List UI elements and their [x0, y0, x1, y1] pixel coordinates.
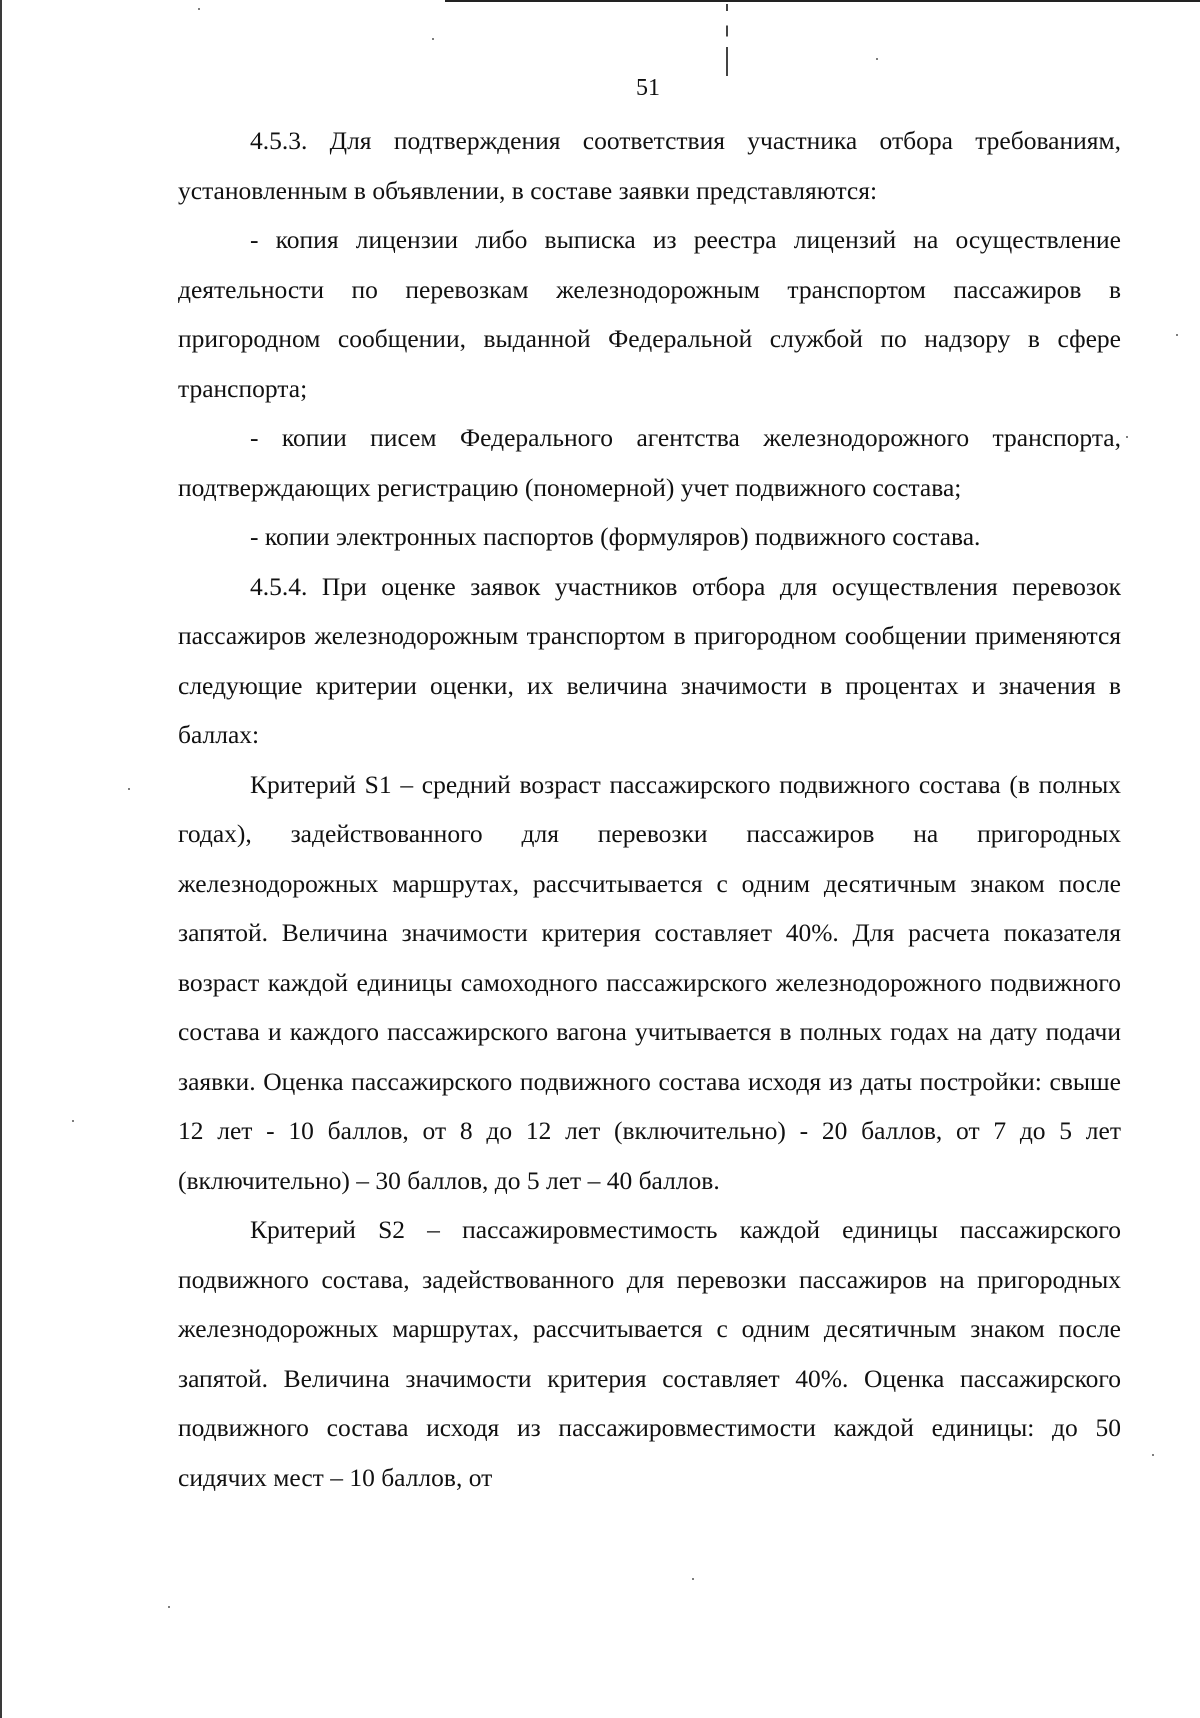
scan-speck [876, 58, 878, 60]
list-item-letters: - копии писем Федерального агентства железнодорожного транспорта, подтверждающих регистрацию (пономерной) учет подвижного состава; [178, 423, 1121, 502]
scan-speck [1176, 334, 1178, 336]
list-item-license: - копия лицензии либо выписка из реестра лицензий на осуществление деятельности по перевозкам железнодорожным транспортом пассажиров в пригородном сообщении, выданной Федеральной службой по надзору в сфере транспорта; [178, 225, 1121, 403]
scan-left-edge [0, 0, 2, 1718]
scan-speck [128, 788, 130, 790]
criterion-s1: Критерий S1 – средний возраст пассажирского подвижного состава (в полных годах), задействованного для перевозки пассажиров на пригородных железнодорожных маршрутах, рассчитывается с одним десятичным знаком после запятой. Величина значимости критерия составляет 40%. Для расчета показателя возраст каждой единицы самоходного пассажирского железнодорожного подвижного состава и каждого пассажирского вагона учитывается в полных годах на дату подачи заявки. Оценка пассажирского подвижного состава исходя из даты постройки: свыше 12 лет - 10 баллов, от 8 до 12 лет (включительно) - 20 баллов, от 7 до 5 лет (включительно) – 30 баллов, до 5 лет – 40 баллов. [178, 769, 1121, 1195]
criterion-s2: Критерий S2 – пассажировместимость каждой единицы пассажирского подвижного состава, задействованного для перевозки пассажиров на пригородных железнодорожных маршрутах, рассчитывается с одним десятичным знаком после запятой. Величина значимости критерия составляет 40%. Оценка пассажирского подвижного состава исходя из пассажировместимости каждой единицы: до 50 сидячих мест – 10 баллов, от [178, 1215, 1121, 1492]
paragraph-4-5-4: 4.5.4. При оценке заявок участников отбора для осуществления перевозок пассажиров железнодорожным транспортом в пригородном сообщении применяются следующие критерии оценки, их величина значимости в процентах и значения в баллах: [178, 571, 1121, 749]
scan-speck [1126, 436, 1128, 438]
page-number: 51 [636, 75, 660, 101]
scan-speck [198, 8, 200, 10]
scan-mark [726, 4, 728, 76]
scan-top-edge [445, 0, 1200, 2]
paragraph-4-5-3: 4.5.3. Для подтверждения соответствия участника отбора требованиям, установленным в объявлении, в составе заявки представляются: [178, 126, 1121, 205]
list-item-passports: - копии электронных паспортов (формуляров) подвижного состава. [250, 522, 981, 551]
document-body [178, 116, 1121, 1502]
scan-speck [692, 1578, 694, 1580]
scan-speck [72, 1120, 74, 1122]
scan-speck [432, 38, 434, 40]
scan-speck [1152, 1454, 1154, 1456]
scan-speck [168, 1606, 170, 1608]
